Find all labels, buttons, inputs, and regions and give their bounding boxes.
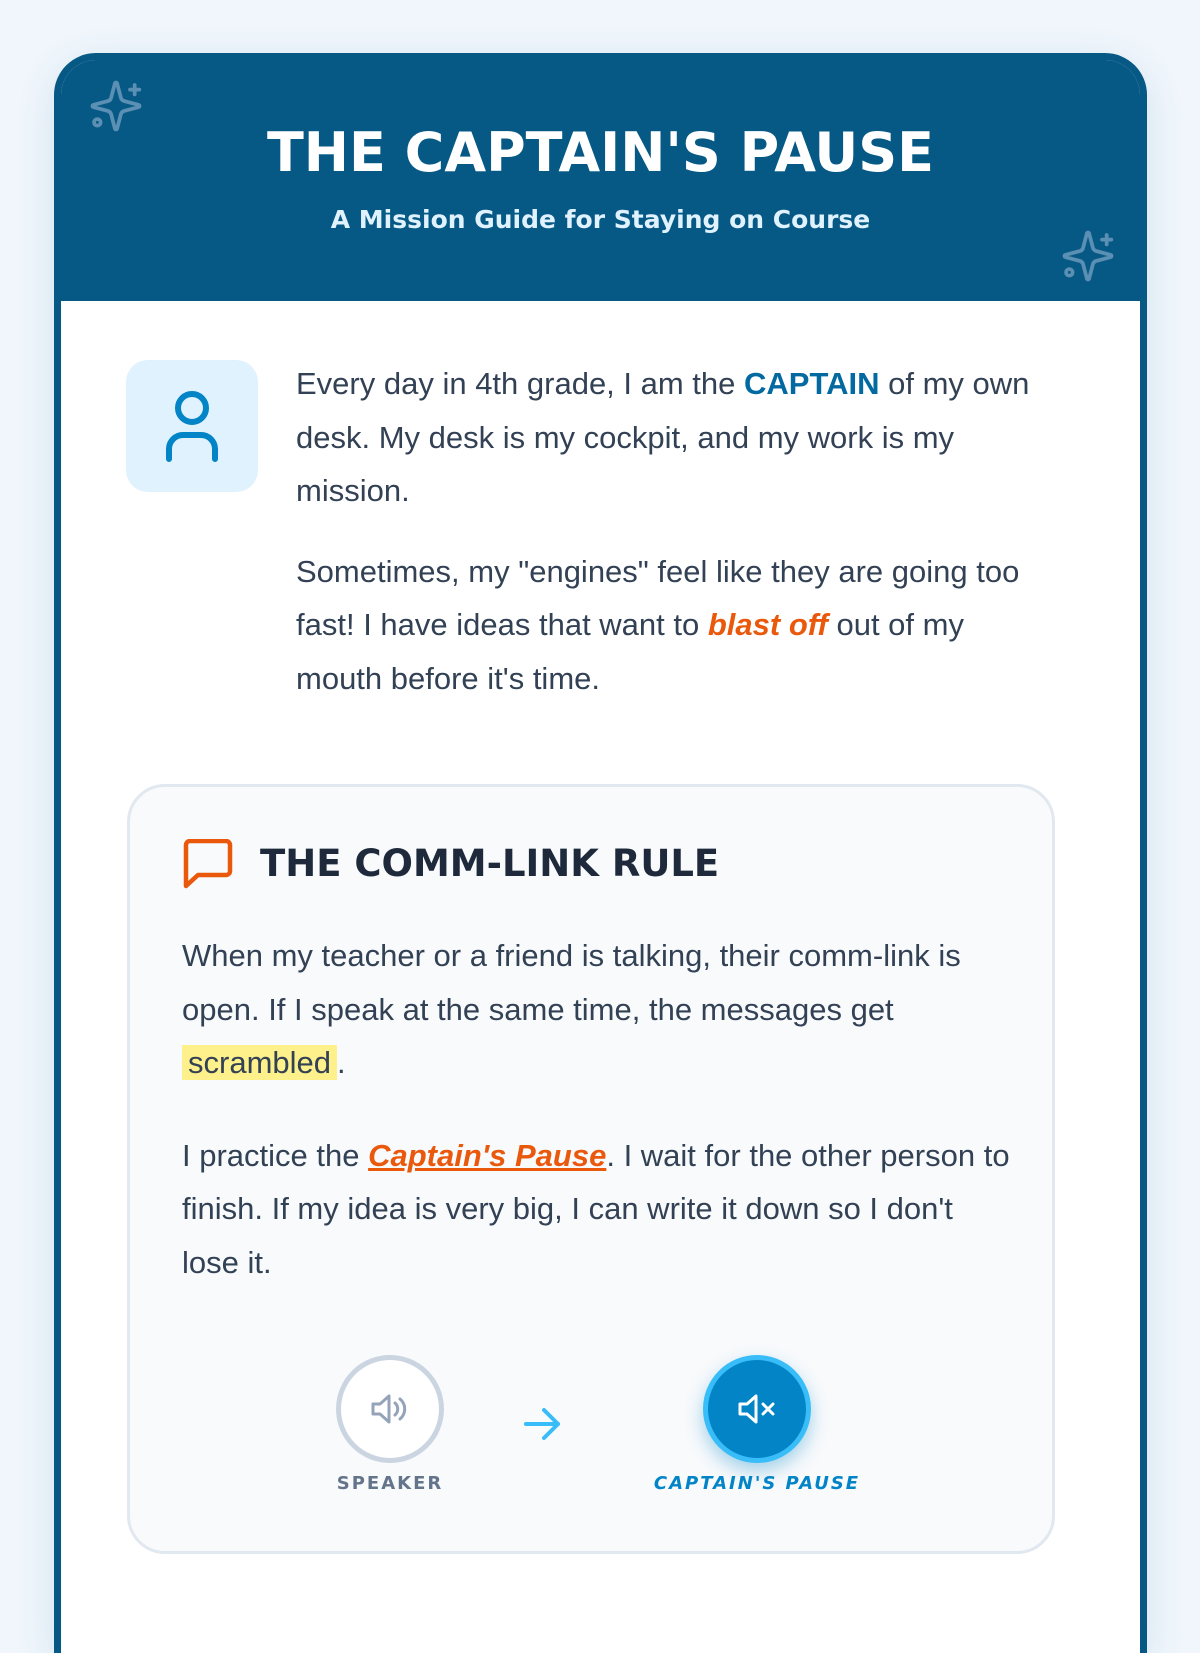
keyword-blast-off: blast off: [707, 607, 828, 642]
user-icon: [162, 389, 222, 463]
avatar: [126, 360, 258, 492]
speaker-step: [330, 1355, 450, 1494]
speaker-label: SPEAKER: [336, 1473, 444, 1494]
highlight-scrambled: scrambled: [182, 1045, 337, 1080]
rule-heading: [182, 839, 719, 889]
volume-icon: [369, 1391, 411, 1427]
intro-paragraph-1: Every day in 4th grade, I am the CAPTAIN of my own desk. My desk is my cockpit, and my work is my mission.: [296, 366, 1030, 508]
page-subtitle: A Mission Guide for Staying on Course: [330, 205, 871, 234]
captains-pause-circle: [703, 1355, 811, 1463]
intro-paragraph-2: Sometimes, my "engines" feel like they are going too fast! I have ideas that want to blast off out of my mouth before it's time.: [296, 553, 1020, 696]
intro-text: [296, 357, 1056, 732]
captains-pause-step: [632, 1355, 882, 1494]
rule-paragraph-2: I practice the Captain's Pause. I wait for the other person to finish. If my idea is very big, I can write it down so I don't lose it.: [182, 1137, 1010, 1280]
captains-pause-label: CAPTAIN'S PAUSE: [653, 1473, 861, 1494]
speaker-circle: [336, 1355, 444, 1463]
page-title: THE CAPTAIN'S PAUSE: [266, 121, 935, 184]
volume-mute-icon: [736, 1391, 778, 1427]
mission-guide-card: [54, 53, 1147, 1653]
keyword-captains-pause: Captain's Pause: [368, 1137, 607, 1173]
header-banner: [61, 60, 1140, 301]
rule-paragraph-1: When my teacher or a friend is talking, their comm-link is open. If I speak at the same time, the messages get scrambled .: [182, 938, 961, 1080]
arrow-right-icon: [522, 1405, 564, 1443]
rule-text: [182, 929, 1012, 1328]
rule-title: THE COMM-LINK RULE: [260, 842, 720, 885]
keyword-captain: CAPTAIN: [744, 366, 880, 401]
message-square-icon: [182, 839, 234, 889]
comm-link-rule-card: [127, 784, 1055, 1554]
